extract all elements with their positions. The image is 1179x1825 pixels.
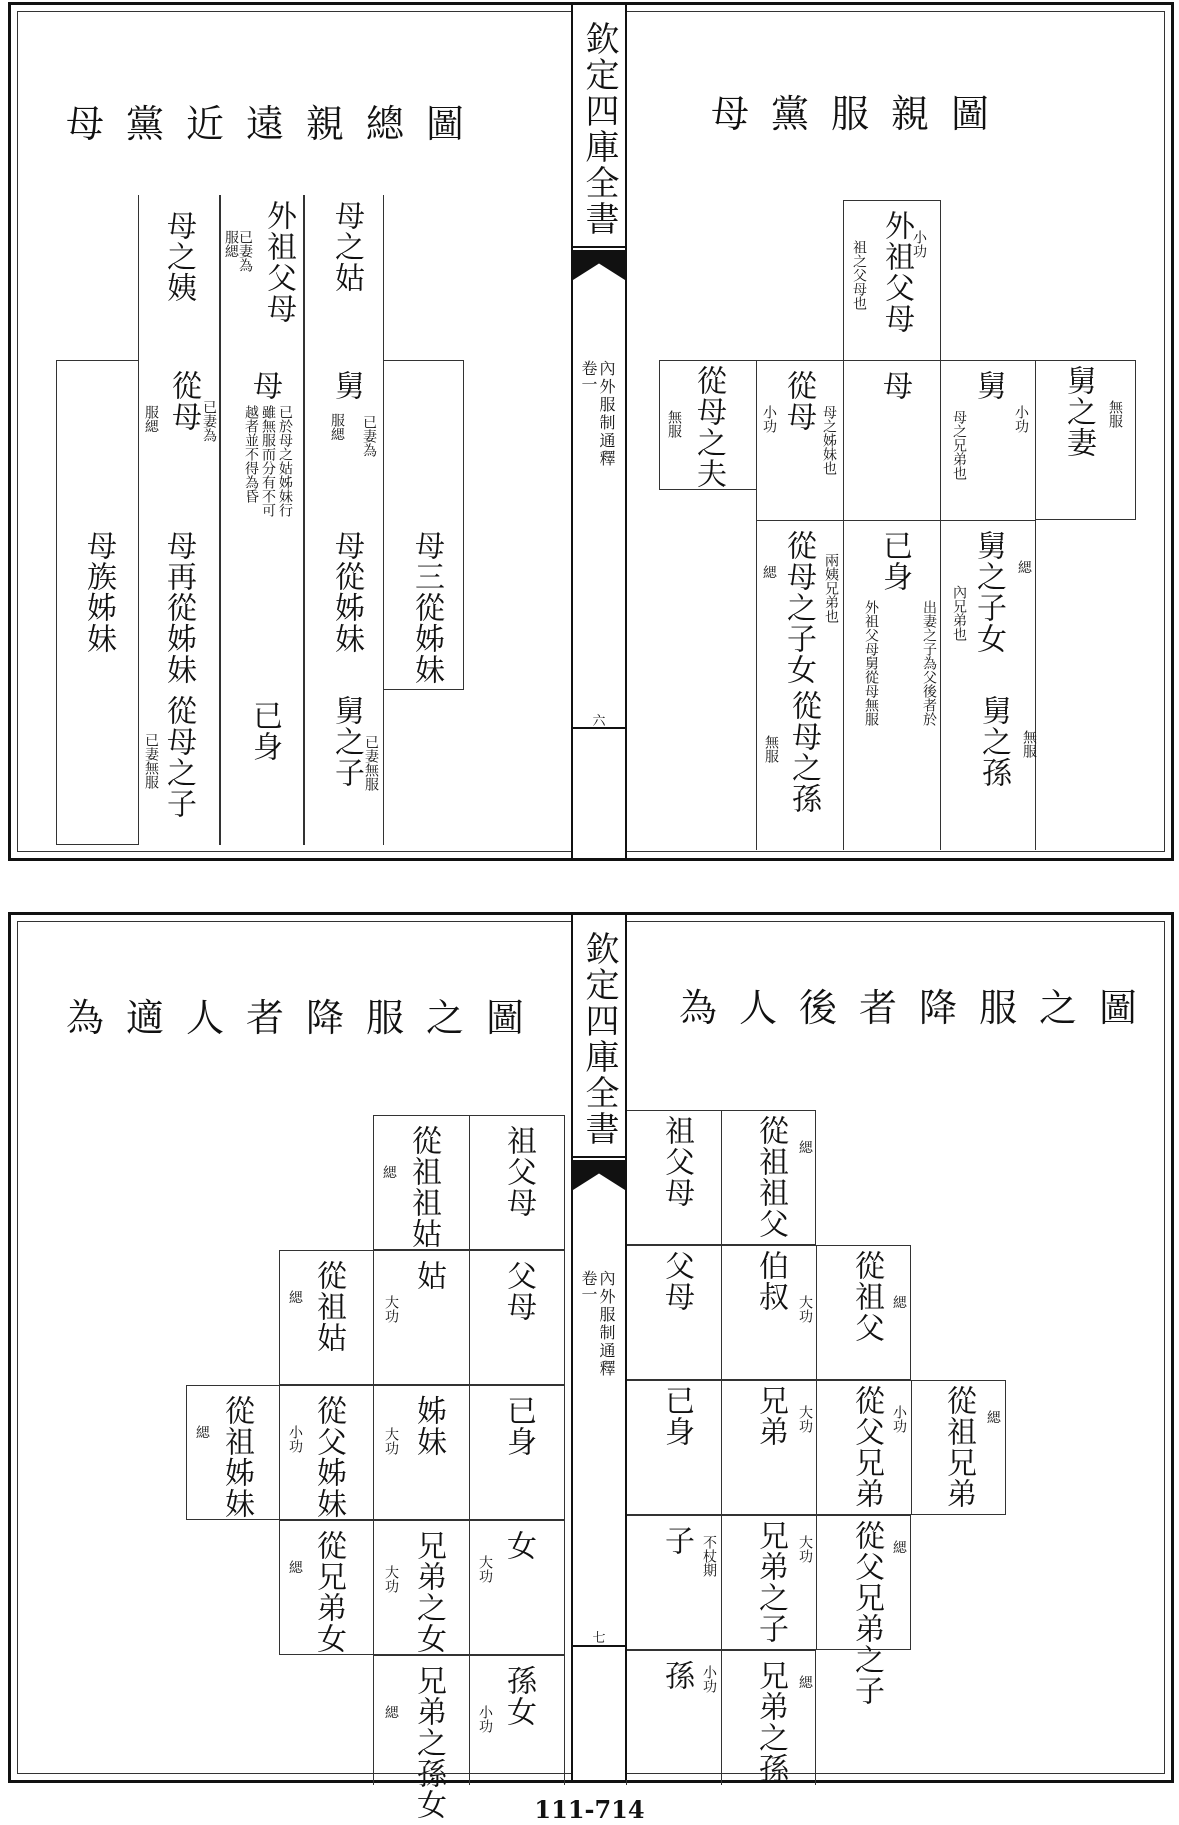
cell-l-jiu: 舅 (329, 370, 364, 401)
cell-br-fumu: 父母 (659, 1250, 694, 1312)
footer-page-number: 111-714 (534, 1795, 645, 1824)
note-r-waizufumu-2: 祖之父母也 (851, 240, 867, 310)
cell-r-congmuzhisun: 從母之孫 (786, 690, 821, 814)
fishtail-mark (573, 1160, 625, 1190)
cell-br-congzufu: 從祖父 (849, 1250, 884, 1343)
grid-col-2 (279, 1385, 280, 1520)
note-bl-congzuzimei: 緦 (194, 1425, 210, 1439)
cell-bl-gu: 姑 (411, 1260, 446, 1291)
cell-bl-zimei: 姊妹 (411, 1395, 446, 1457)
top-right-heading: 母黨服親圖 (711, 92, 1012, 136)
cell-bl-xiongdizhisunnv: 兄弟之孫女 (411, 1665, 446, 1820)
cell-bl-jishen: 已身 (501, 1395, 536, 1457)
note-l-jiuzhizi: 已妻無服 (363, 735, 379, 791)
top-spine (571, 5, 627, 858)
cell-l-jiuzhizi: 舅之子 (329, 695, 364, 788)
note-r-congmuzhizinv-1: 緦 (761, 565, 777, 579)
note-bl-congzuzugu: 緦 (381, 1165, 397, 1179)
note-br-congfuxiongdi: 小功 (891, 1405, 907, 1433)
note-bl-congfuzimei: 小功 (287, 1425, 303, 1453)
note-br-xiongdizhisun: 緦 (797, 1675, 813, 1689)
note-l-mu-3: 越者並不得為昏 (243, 405, 259, 503)
note-bl-congxiongdinv: 緦 (287, 1560, 303, 1574)
note-br-zi: 不杖期 (701, 1535, 717, 1577)
note-bl-zimei: 大功 (383, 1427, 399, 1455)
note-r-jiu-1: 小功 (1013, 405, 1029, 433)
grid-row-5 (373, 1655, 565, 1785)
top-spread (8, 2, 1174, 861)
note-r-congmuzhifu: 無服 (666, 410, 682, 438)
cell-r-congmuzhifu: 從母之夫 (691, 365, 726, 489)
bottom-spine (571, 915, 627, 1780)
note-br-boshu: 大功 (797, 1295, 813, 1323)
cell-r-waizufumu: 外祖父母 (879, 210, 914, 334)
cell-r-congmuzhizinv: 從母之子女 (781, 530, 816, 685)
spine-title: 欽定四庫全書 (573, 11, 625, 248)
note-l-jiu-2: 服緦 (329, 413, 345, 441)
note-bl-gu: 大功 (383, 1295, 399, 1323)
cell-br-congfuxiongdizhizi: 從父兄弟之子 (849, 1520, 884, 1706)
cell-r-mu: 母 (877, 370, 912, 401)
cell-bl-zufumu: 祖父母 (501, 1125, 536, 1218)
cell-bl-fumu: 父母 (501, 1260, 536, 1322)
spine-page: 六 (592, 714, 606, 729)
grid-col-1 (816, 1245, 817, 1650)
grid-col-2 (911, 1380, 912, 1515)
cell-l-muzhiyi: 母之姨 (161, 210, 196, 303)
cell-bl-congfuzimei: 從父姊妹 (311, 1395, 346, 1519)
spine-title: 欽定四庫全書 (573, 921, 625, 1158)
spine-page-rule (573, 727, 625, 729)
note-br-congzuzufu: 緦 (797, 1140, 813, 1154)
note-r-jiuzhizinv-1: 緦 (1016, 560, 1032, 574)
cell-bl-congzugu: 從祖姑 (311, 1260, 346, 1353)
note-br-xiongdizhizi: 大功 (797, 1535, 813, 1563)
cell-l-muzuzimei: 母族姊妹 (81, 530, 116, 654)
cell-l-jishen: 已身 (247, 700, 282, 762)
note-bl-nv: 大功 (477, 1555, 493, 1583)
cell-l-mu: 母 (247, 370, 282, 401)
cell-l-congmuzhizi: 從母之子 (161, 695, 196, 819)
note-r-congmu-1: 小功 (761, 405, 777, 433)
note-r-jiu-2: 母之兄弟也 (951, 410, 967, 480)
cell-r-jishen: 已身 (877, 530, 912, 592)
cell-l-musancongzimei: 母三從姊妹 (409, 530, 444, 685)
cell-bl-sunnv: 孫女 (501, 1665, 536, 1727)
note-r-jishen-1: 外祖父母舅從母無服 (863, 600, 879, 726)
grid-col-1 (373, 1250, 374, 1655)
note-r-jishen-2: 出妻之子為父後者於 (921, 600, 937, 726)
cell-br-sun: 孫 (659, 1660, 694, 1691)
note-l-waizufumu-1: 已妻為 (237, 230, 253, 272)
cell-br-xiongdizhisun: 兄弟之孫 (753, 1660, 788, 1784)
cell-bl-congzuzimei: 從祖姊妹 (219, 1395, 254, 1519)
note-r-waizufumu-1: 小功 (911, 230, 927, 258)
note-bl-sunnv: 小功 (477, 1705, 493, 1733)
top-left-heading: 母黨近遠親總圖 (66, 102, 487, 146)
cell-l-mucongzimei: 母從姊妹 (329, 530, 364, 654)
cell-br-boshu: 伯叔 (753, 1250, 788, 1312)
note-l-jiu-1: 已妻為 (361, 415, 377, 457)
cell-br-congzuxiongdi: 從祖兄弟 (941, 1385, 976, 1509)
cell-br-zi: 子 (659, 1525, 694, 1556)
bottom-right-heading: 為人後者降服之圖 (679, 986, 1160, 1030)
note-bl-xiongdizhisunnv: 緦 (383, 1705, 399, 1719)
fishtail-mark (573, 250, 625, 280)
spine-volume: 卷一 (579, 1270, 598, 1302)
cell-r-jiuzhiqi: 舅之妻 (1061, 365, 1096, 458)
note-br-sun: 小功 (701, 1665, 717, 1693)
note-r-congmuzhizinv-2: 兩姨兄弟也 (823, 553, 839, 623)
note-l-mu-2: 雖無服而分有不可 (260, 405, 276, 517)
note-br-xiongdi: 大功 (797, 1405, 813, 1433)
cell-r-jiuzhisun: 舅之孫 (976, 695, 1011, 788)
cell-br-congzuzufu: 從祖祖父 (753, 1115, 788, 1239)
note-l-congmu-2: 服緦 (143, 405, 159, 433)
note-l-waizufumu-2: 服緦 (223, 230, 239, 258)
spine-page: 七 (592, 1631, 606, 1646)
note-br-congzuxiongdi: 緦 (985, 1410, 1001, 1424)
cell-br-xiongdi: 兄弟 (753, 1385, 788, 1447)
note-br-congzufu: 緦 (891, 1295, 907, 1309)
cell-br-zufumu: 祖父母 (659, 1115, 694, 1208)
cell-bl-nv: 女 (501, 1530, 536, 1561)
note-l-congmu-1: 已妻為 (201, 400, 217, 442)
cell-l-congmu: 從母 (166, 370, 201, 432)
spine-section: 內外服制通釋 (597, 360, 616, 468)
note-bl-xiongdizhinv: 大功 (383, 1565, 399, 1593)
note-br-congfuxiongdizhizi: 緦 (891, 1540, 907, 1554)
cell-br-xiongdizhizi: 兄弟之子 (753, 1520, 788, 1644)
note-r-congmuzhisun: 無服 (763, 735, 779, 763)
note-r-jiuzhiqi: 無服 (1107, 400, 1123, 428)
note-l-mu-1: 已於母之姑姊妹行 (277, 405, 293, 517)
note-r-congmu-2: 母之姊妹也 (821, 405, 837, 475)
cell-bl-congxiongdinv: 從兄弟女 (311, 1530, 346, 1654)
cell-l-muzhigu: 母之姑 (329, 200, 364, 293)
cell-r-jiuzhizinv: 舅之子女 (971, 530, 1006, 654)
cell-bl-congzuzugu: 從祖祖姑 (406, 1125, 441, 1249)
bottom-left-heading: 為適人者降服之圖 (66, 996, 547, 1040)
note-r-jiuzhizinv-2: 內兄弟也 (951, 585, 967, 641)
spine-section: 內外服制通釋 (597, 1270, 616, 1378)
note-r-jiuzhisun: 無服 (1021, 730, 1037, 758)
cell-br-jishen: 已身 (659, 1385, 694, 1447)
cell-l-waizufumu: 外祖父母 (261, 200, 296, 324)
cell-l-muzaicongzimei: 母再從姊妹 (161, 530, 196, 685)
cell-r-congmu: 從母 (781, 370, 816, 432)
note-l-congmuzhizi: 已妻無服 (143, 733, 159, 789)
spine-page-rule (573, 1645, 625, 1647)
spine-volume: 卷一 (579, 360, 598, 392)
cell-br-congfuxiongdi: 從父兄弟 (849, 1385, 884, 1509)
cell-r-jiu: 舅 (971, 370, 1006, 401)
note-bl-congzugu: 緦 (287, 1290, 303, 1304)
cell-bl-xiongdizhinv: 兄弟之女 (411, 1530, 446, 1654)
